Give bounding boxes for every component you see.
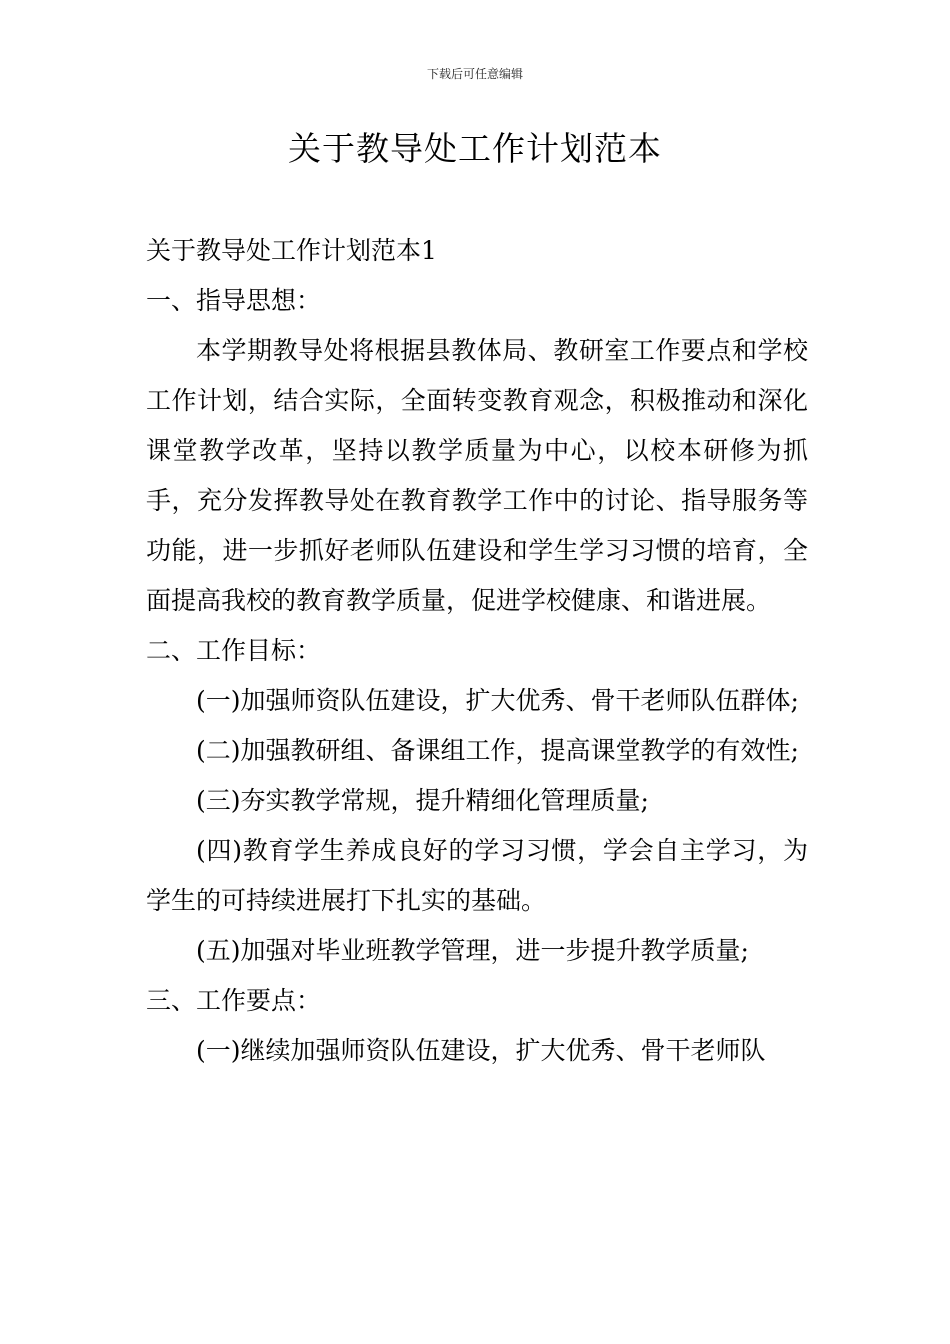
paragraph-goal-2: (二)加强教研组、备课组工作，提高课堂教学的有效性; (196, 736, 799, 765)
document-title: 关于教导处工作计划范本 (288, 129, 662, 168)
section-heading-guiding-ideology: 一、指导思想： (146, 286, 322, 315)
paragraph-goal-3: (三)夯实教学常规，提升精细化管理质量; (196, 786, 649, 815)
section-heading-work-points: 三、工作要点： (146, 986, 322, 1015)
paragraph-goal-4: (四)教育学生养成良好的学习习惯，学会自主学习，为学生的可持续进展打下扎实的基础。 (146, 836, 808, 915)
document-body (146, 226, 808, 1076)
paragraph-subtitle: 关于教导处工作计划范本1 (146, 236, 437, 265)
section-heading-work-goals: 二、工作目标： (146, 636, 322, 665)
paragraph-guiding-ideology: 本学期教导处将根据县教体局、教研室工作要点和学校工作计划，结合实际，全面转变教育观念，积极推动和深化课堂教学改革，坚持以教学质量为中心，以校本研修为抓手，充分发挥教导处在教育教学工作中的讨论、指导服务等功能，进一步抓好老师队伍建设和学生学习习惯的培育，全面提高我校的教育教学质量，促进学校健康、和谐进展。 (146, 336, 808, 615)
paragraph-goal-5: (五)加强对毕业班教学管理，进一步提升教学质量; (196, 936, 749, 965)
paragraph-goal-1: (一)加强师资队伍建设，扩大优秀、骨干老师队伍群体; (196, 686, 799, 715)
paragraph-work-point-1: (一)继续加强师资队伍建设，扩大优秀、骨干老师队 (196, 1036, 766, 1065)
header-note: 下载后可任意编辑 (426, 67, 523, 81)
